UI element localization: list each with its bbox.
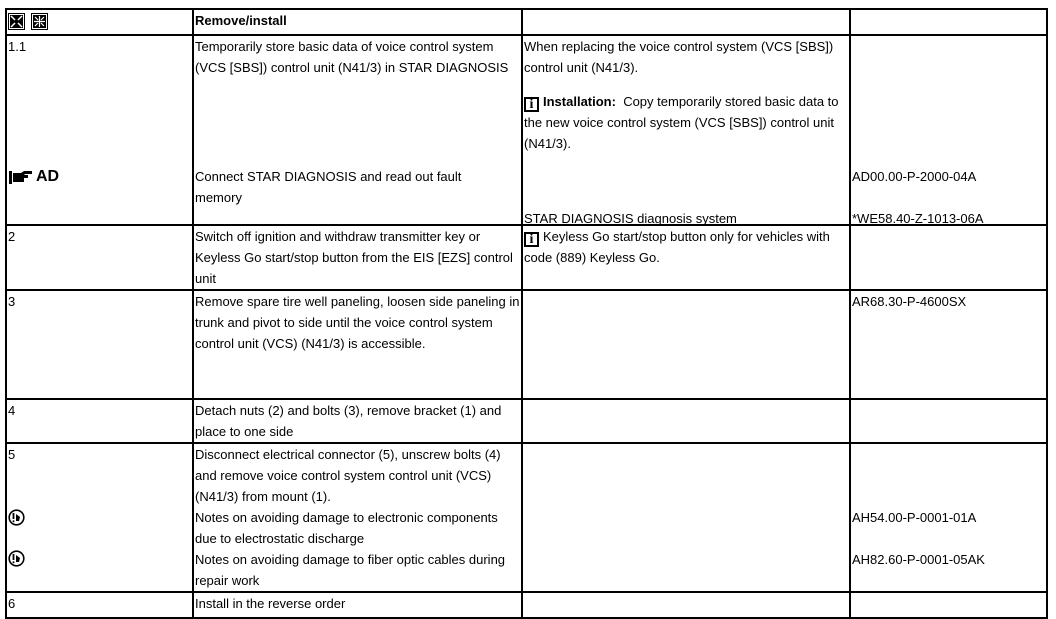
step-action: Detach nuts (2) and bolts (3), remove bracket (1) and place to one side	[193, 399, 522, 443]
step-action: Remove spare tire well paneling, loosen side paneling in trunk and pivot to side until the voice control system control unit (VCS) (N41/3) is accessible.	[193, 290, 522, 399]
ad-marker: AD	[8, 166, 59, 187]
note-link[interactable]: Notes on avoiding damage to fiber optic cables during repair work	[195, 552, 506, 588]
info-note: i Installation: Copy temporarily stored basic data to the new voice control system (VCS [SBS]) control unit (N41/3).	[524, 94, 839, 151]
table-row	[6, 35, 1047, 225]
reference-link[interactable]: AD00.00-P-2000-04A	[852, 169, 977, 184]
header-title: Remove/install	[193, 9, 522, 35]
table-row	[6, 592, 1047, 618]
step-number: 6	[6, 592, 193, 618]
step-number: 1.1	[8, 39, 27, 54]
step-action: Install in the reverse order	[193, 592, 522, 618]
pointing-hand-icon	[8, 169, 34, 185]
step-number: 2	[6, 225, 193, 290]
table-row	[6, 443, 1047, 592]
warning-circle-icon	[8, 509, 25, 526]
reference-link[interactable]: AH82.60-P-0001-05AK	[852, 552, 985, 567]
collapse-all-icon[interactable]	[31, 13, 48, 30]
info-note: i Keyless Go start/stop button only for vehicles with code (889) Keyless Go.	[522, 225, 850, 290]
table-row	[6, 290, 1047, 399]
step-number: 4	[6, 399, 193, 443]
expand-all-icon[interactable]	[8, 13, 25, 30]
step-number: 3	[6, 290, 193, 399]
note: When replacing the voice control system (VCS [SBS]) control unit (N41/3).	[524, 39, 834, 75]
note-link[interactable]: Notes on avoiding damage to electronic components due to electrostatic discharge	[195, 510, 498, 546]
note: STAR DIAGNOSIS diagnosis system	[524, 211, 737, 226]
reference-link[interactable]: AH54.00-P-0001-01A	[852, 510, 977, 525]
step-action: Disconnect electrical connector (5), unscrew bolts (4) and remove voice control system control unit (VCS) (N41/3) from mount (1).	[195, 447, 501, 504]
info-icon: i	[524, 232, 539, 247]
info-icon: i	[524, 97, 539, 112]
step-action: Connect STAR DIAGNOSIS and read out fault memory	[195, 169, 462, 205]
step-action: Temporarily store basic data of voice control system (VCS [SBS]) control unit (N41/3) in STAR DIAGNOSIS	[195, 39, 509, 75]
reference-link[interactable]: AR68.30-P-4600SX	[850, 290, 1047, 399]
warning-circle-icon	[8, 550, 25, 567]
step-action: Switch off ignition and withdraw transmitter key or Keyless Go start/stop button from the EIS [EZS] control unit	[193, 225, 522, 290]
reference-link[interactable]: *WE58.40-Z-1013-06A	[852, 211, 984, 226]
table-row	[6, 225, 1047, 290]
step-number: 5	[8, 447, 16, 462]
header-row	[6, 9, 1047, 35]
table-row	[6, 399, 1047, 443]
remove-install-table	[5, 8, 1048, 619]
